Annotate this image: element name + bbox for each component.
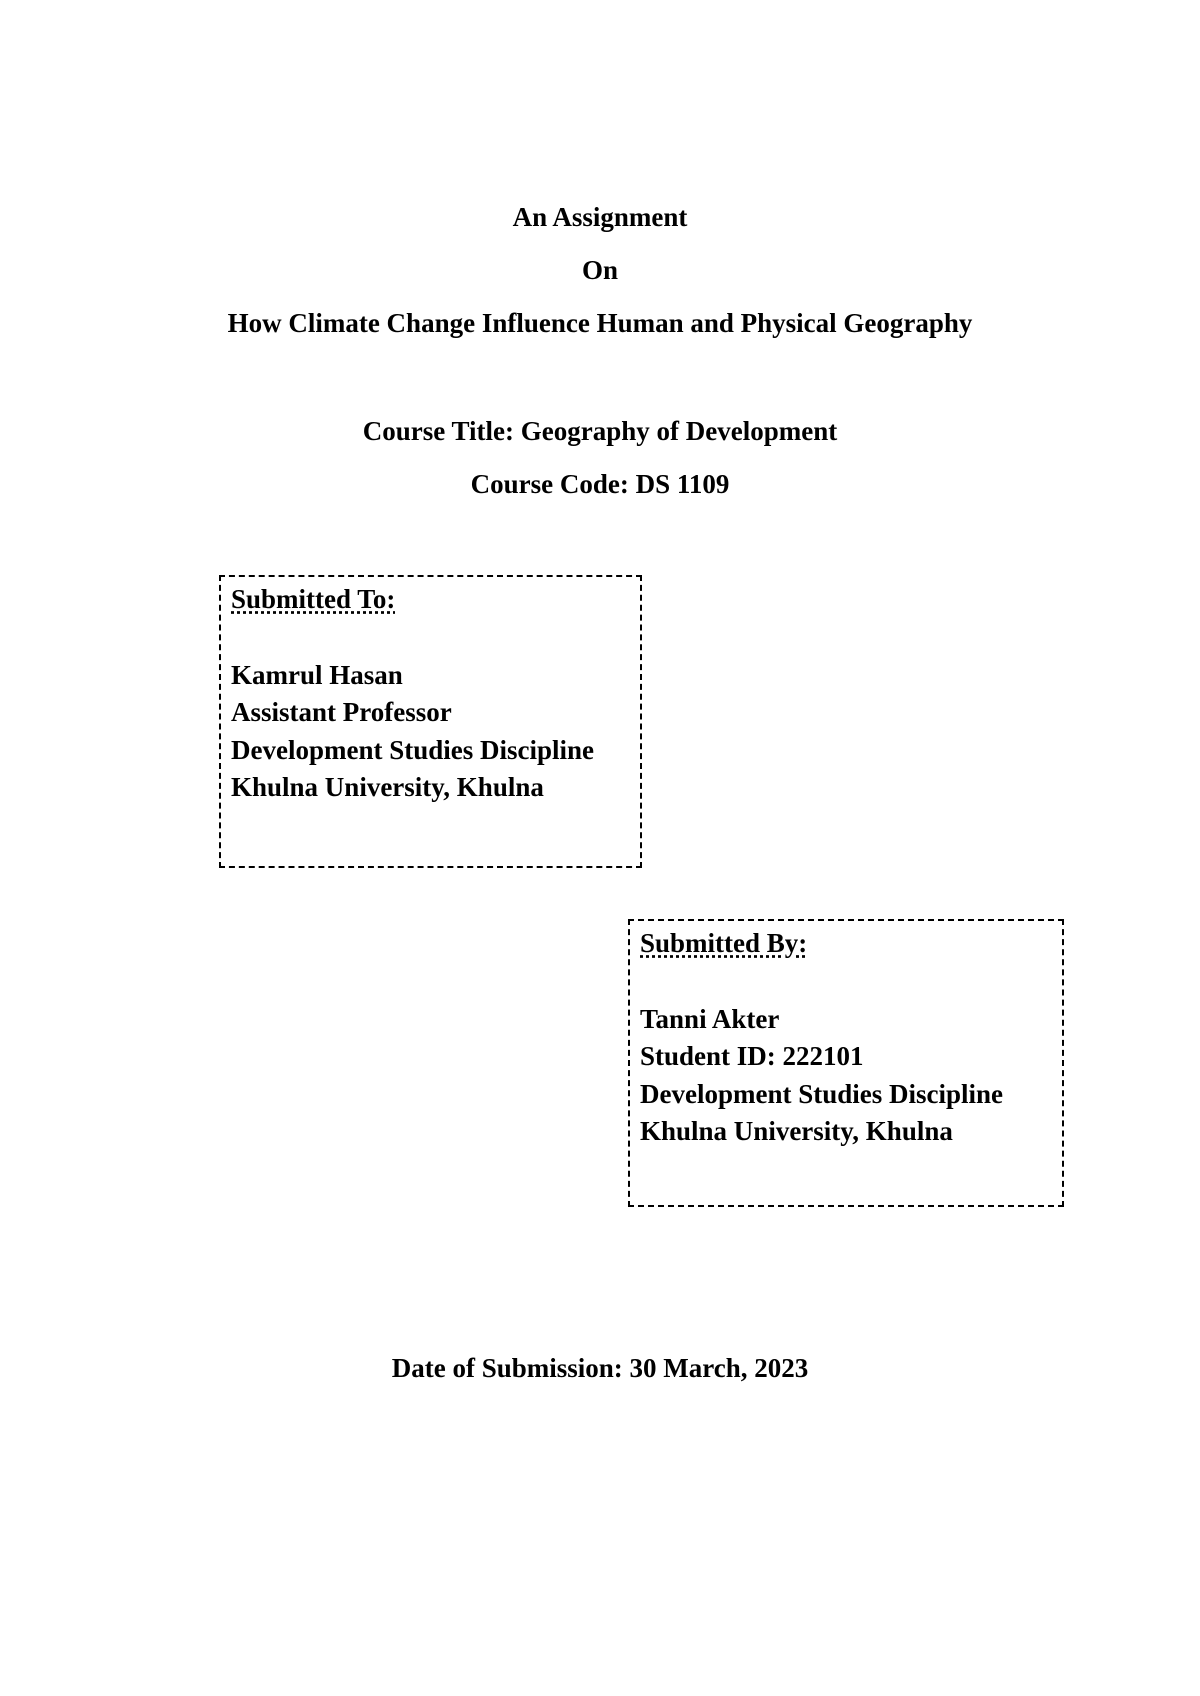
student-university: Khulna University, Khulna: [640, 1116, 953, 1146]
submitted-to-box: [219, 575, 642, 868]
student-name: Tanni Akter: [640, 1003, 780, 1034]
student-discipline: Development Studies Discipline: [640, 1078, 1004, 1109]
supervisor-university: Khulna University, Khulna: [231, 772, 544, 802]
submitted-by-heading: Submitted By:: [640, 928, 808, 958]
submission-date: Date of Submission: 30 March, 2023: [391, 1353, 809, 1383]
course-code: Course Code: DS 1109: [470, 469, 730, 499]
supervisor-designation: Assistant Professor: [231, 697, 452, 727]
submitted-to-heading: Submitted To:: [231, 584, 396, 614]
assignment-label: An Assignment: [512, 202, 688, 232]
student-id: Student ID: 222101: [640, 1041, 864, 1071]
course-title: Course Title: Geography of Development: [362, 416, 838, 446]
submitted-by-box: [628, 919, 1064, 1207]
assignment-title: How Climate Change Influence Human and Physical Geography: [227, 308, 973, 338]
on-label: On: [581, 255, 619, 285]
supervisor-discipline: Development Studies Discipline: [231, 734, 595, 765]
supervisor-name: Kamrul Hasan: [231, 659, 403, 690]
